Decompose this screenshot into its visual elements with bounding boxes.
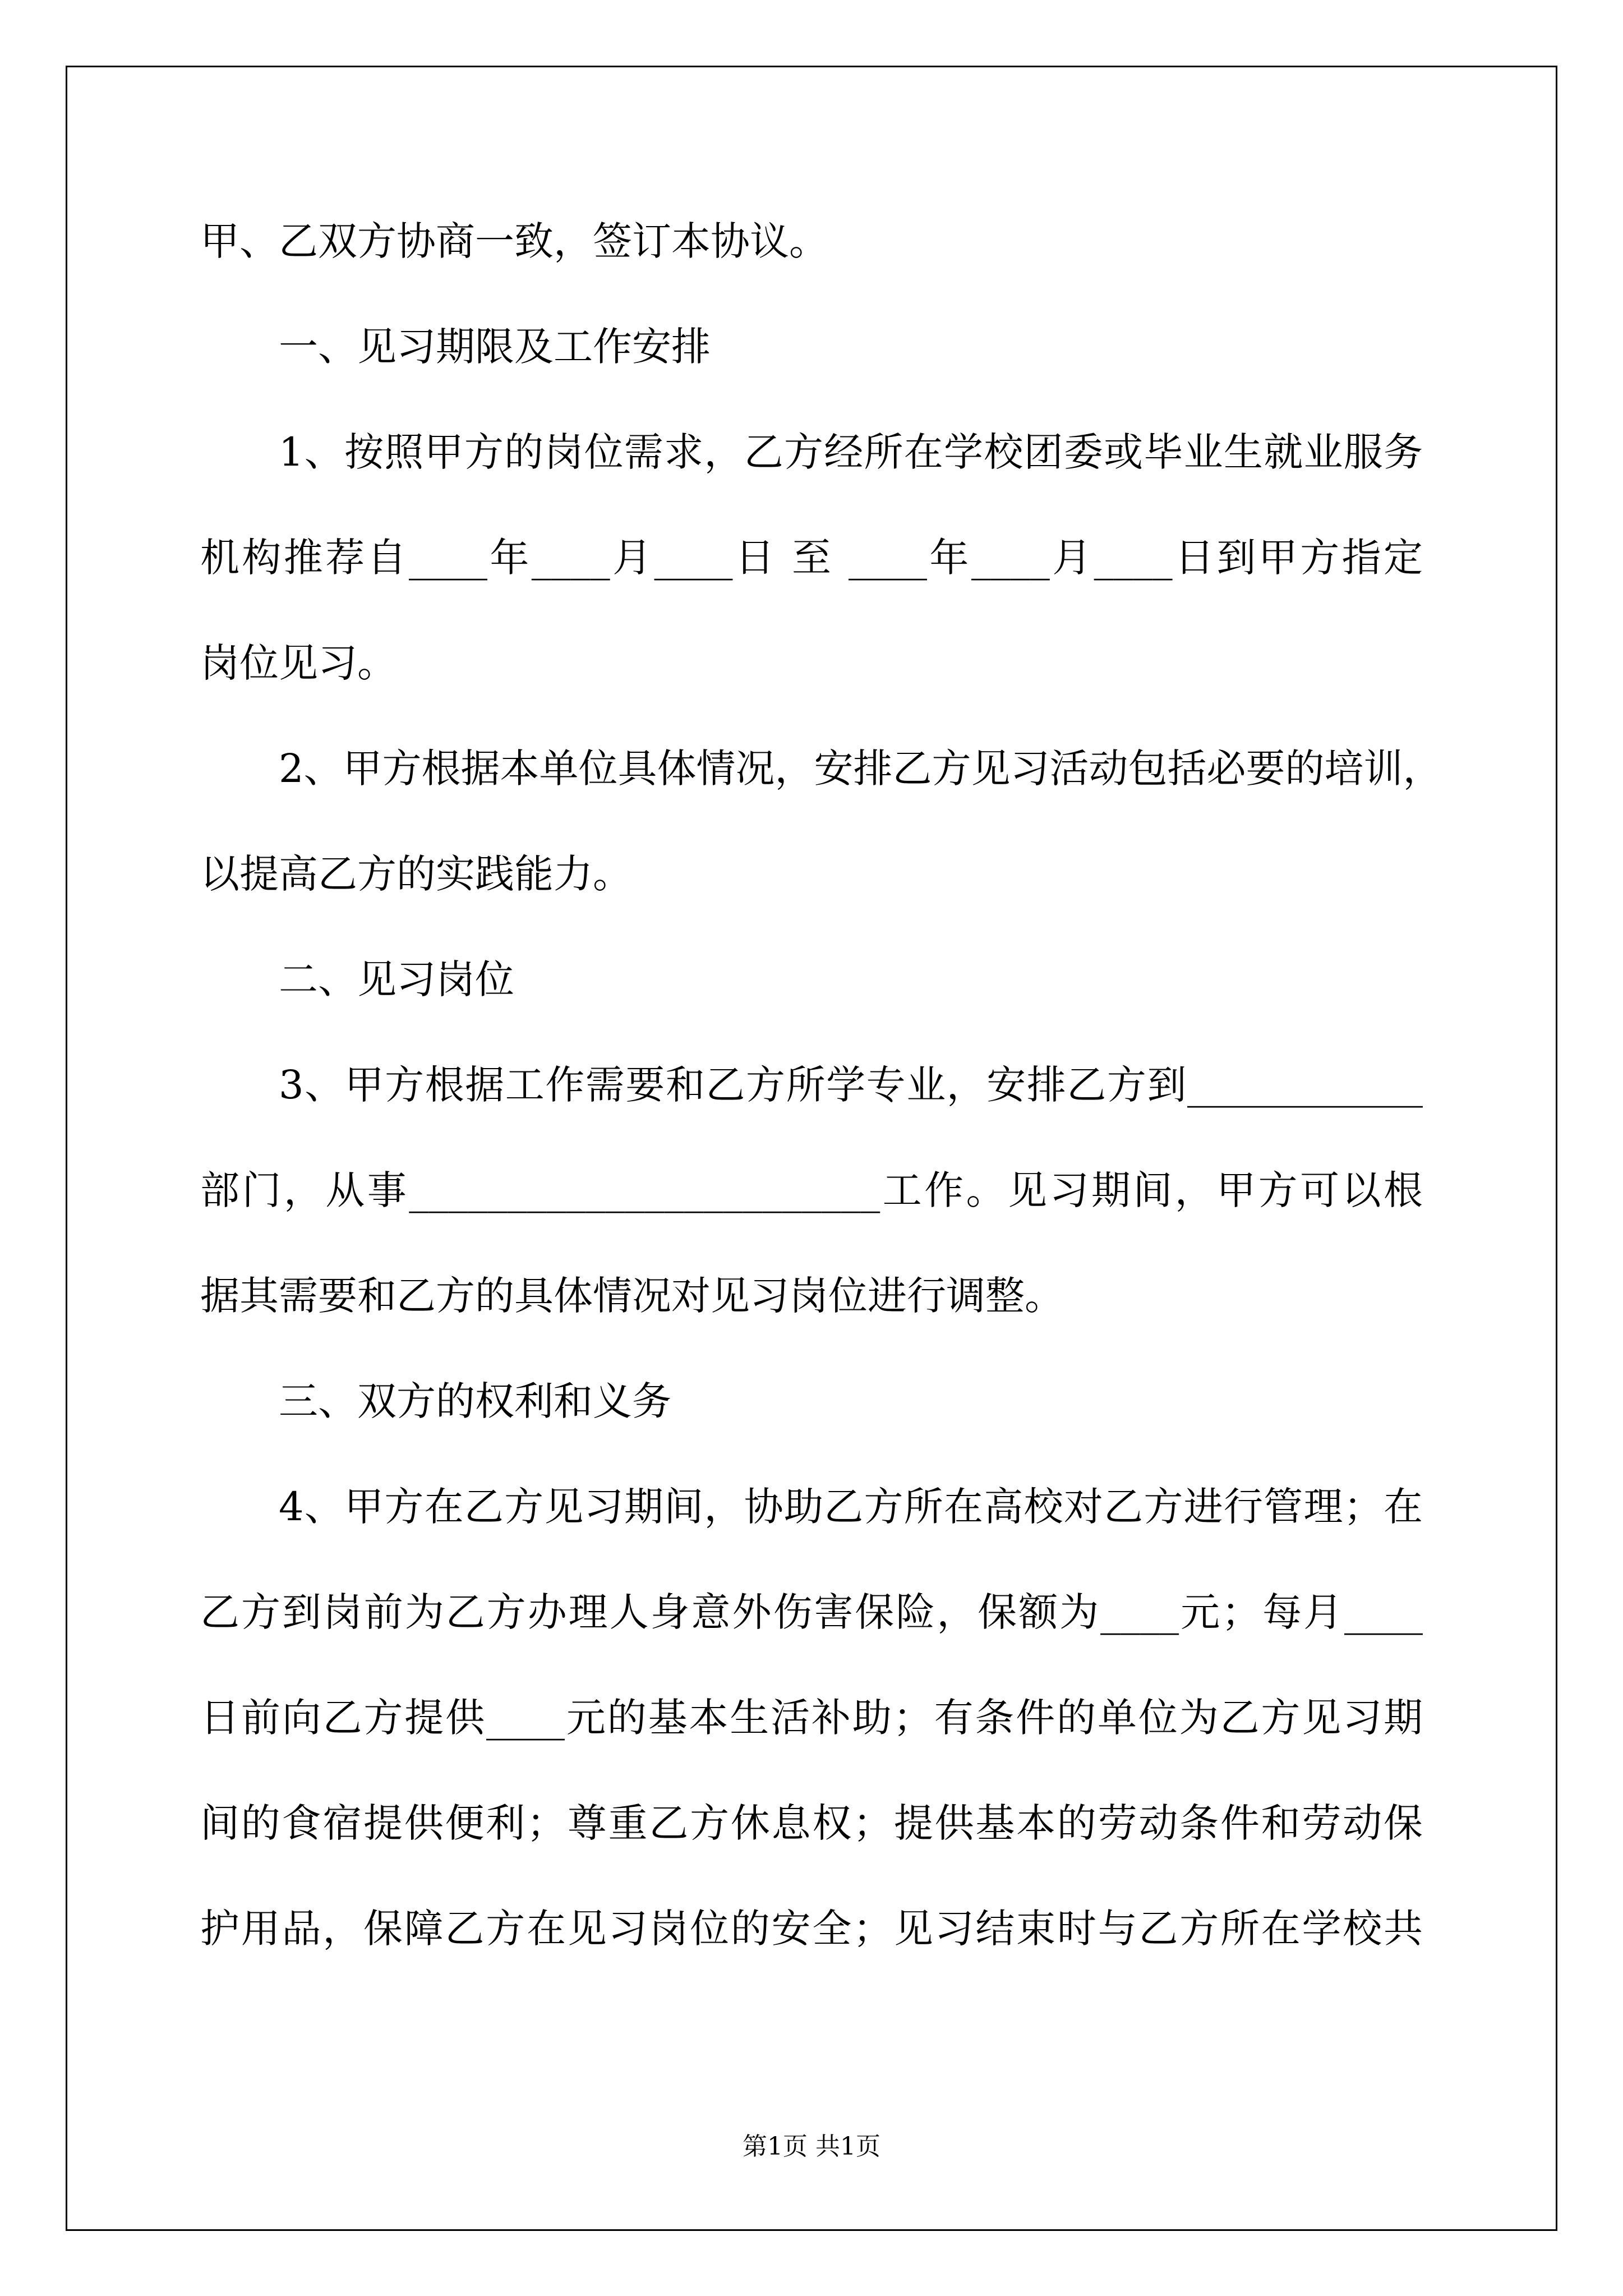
paragraph-line: 岗位见习。: [200, 640, 396, 686]
page-number-footer: 第1页 共1页: [743, 2132, 880, 2161]
paragraph-line: 间的食宿提供便利；尊重乙方休息权；提供基本的劳动条件和劳动保: [200, 1800, 1423, 1846]
section-heading: 二、见习岗位: [279, 956, 514, 1002]
document-body: [200, 218, 1442, 2014]
paragraph-line: 护用品，保障乙方在见习岗位的安全；见习结束时与乙方所在学校共: [200, 1906, 1423, 1952]
section-heading: 一、见习期限及工作安排: [279, 324, 711, 370]
paragraph-line: 2、甲方根据本单位具体情况，安排乙方见习活动包括必要的培训，: [279, 746, 1442, 792]
paragraph-line: 以提高乙方的实践能力。: [200, 851, 632, 897]
paragraph-line: 甲、乙双方协商一致，签订本协议。: [200, 218, 828, 264]
paragraph-line: 机构推荐自____年____月____日 至 ____年____月____日到甲方指定: [200, 535, 1423, 581]
paragraph-line: 4、甲方在乙方见习期间，协助乙方所在高校对乙方进行管理；在: [279, 1484, 1423, 1530]
paragraph-line: 据其需要和乙方的具体情况对见习岗位进行调整。: [200, 1273, 1064, 1319]
paragraph-line: 1、按照甲方的岗位需求，乙方经所在学校团委或毕业生就业服务: [279, 429, 1423, 475]
section-heading: 三、双方的权利和义务: [279, 1378, 671, 1424]
paragraph-line: 乙方到岗前为乙方办理人身意外伤害保险，保额为____元；每月____: [200, 1589, 1423, 1635]
paragraph-line: 部门，从事________________________工作。见习期间，甲方可以根: [200, 1167, 1423, 1213]
paragraph-line: 日前向乙方提供____元的基本生活补助；有条件的单位为乙方见习期: [200, 1695, 1423, 1741]
paragraph-line: 3、甲方根据工作需要和乙方所学专业，安排乙方到____________: [279, 1062, 1423, 1108]
